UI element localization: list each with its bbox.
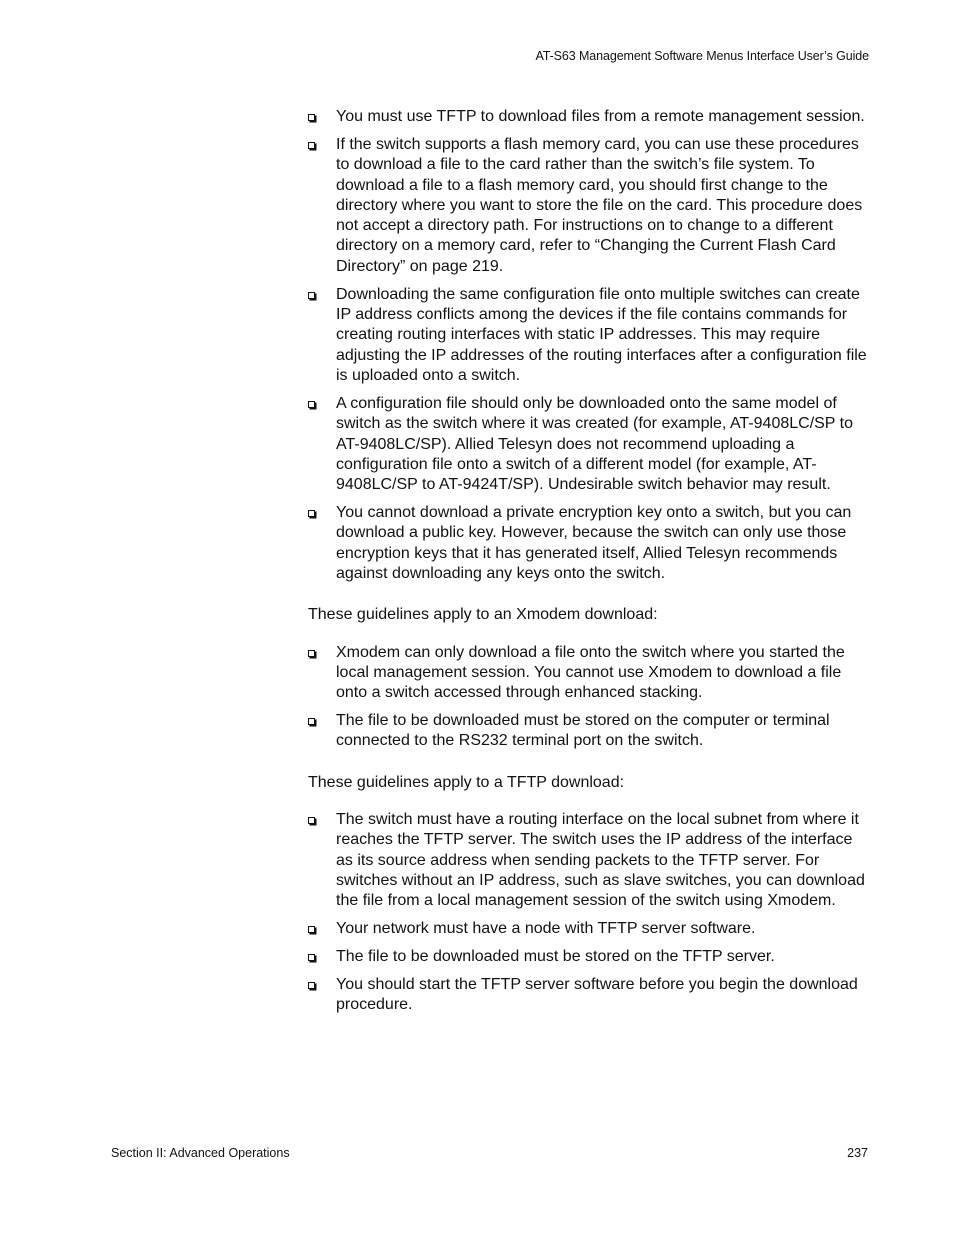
footer-section-label: Section II: Advanced Operations: [111, 1146, 290, 1160]
list-item: [308, 919, 868, 939]
checkbox-bullet-icon: [308, 114, 315, 121]
list-item: [308, 810, 868, 911]
checkbox-bullet-icon: [308, 926, 315, 933]
list-item: [308, 975, 868, 1016]
list-item-text: You must use TFTP to download files from a remote management session.: [336, 108, 865, 125]
list-item: [308, 503, 868, 584]
checkbox-bullet-icon: [308, 292, 315, 299]
list-item-text: Downloading the same configuration file onto multiple switches can create IP address conflicts among the devices if the file contains commands for creating routing interfaces with static IP addresses. This may require adjusting the IP addresses of the routing interfaces after a configuration file is uploaded onto a switch.: [336, 285, 867, 384]
running-header: AT-S63 Management Software Menus Interface User’s Guide: [535, 49, 869, 63]
footer-page-number: 237: [847, 1146, 868, 1160]
list-item-text: The file to be downloaded must be stored on the computer or terminal connected to the RS232 terminal port on the switch.: [336, 712, 830, 750]
list-item-text: Your network must have a node with TFTP server software.: [336, 920, 756, 938]
list-item: [308, 394, 868, 495]
list-item-text: You cannot download a private encryption key onto a switch, but you can download a public key. However, because the switch can only use those encryption keys that it has generated itself, Allied Telesyn recommends against downloading any keys onto the switch.: [336, 504, 852, 582]
list-item-text: If the switch supports a flash memory card, you can use these procedures to download a file to the card rather than the switch’s file system. To download a file to a flash memory card, you should first change to the directory where you want to store the file on the card. This procedure does not accept a directory path. For instructions on to change to a different directory on a memory card, refer to “Changing the Current Flash Card Directory” on page 219.: [336, 135, 863, 275]
general-guidelines-list: [308, 107, 868, 584]
xmodem-guidelines-list: [308, 643, 868, 752]
list-item-text: The switch must have a routing interface on the local subnet from where it reaches the TFTP server. The switch uses the IP address of the interface as its source address when sending packets to the TFTP server. For switches without an IP address, such as slave switches, you can download the file from a local management session of the switch using Xmodem.: [336, 811, 865, 910]
checkbox-bullet-icon: [308, 510, 315, 517]
list-item: [308, 711, 868, 752]
list-item-text: You should start the TFTP server software before you begin the download procedure.: [336, 976, 858, 1014]
checkbox-bullet-icon: [308, 401, 315, 408]
checkbox-bullet-icon: [308, 142, 315, 149]
list-item: [308, 107, 868, 127]
list-item-text: Xmodem can only download a file onto the switch where you started the local management session. You cannot use Xmodem to download a file onto a switch accessed through enhanced stacking.: [336, 643, 845, 702]
xmodem-intro-paragraph: These guidelines apply to an Xmodem download:: [308, 606, 658, 624]
body-content: [308, 107, 868, 1023]
checkbox-bullet-icon: [308, 954, 315, 961]
checkbox-bullet-icon: [308, 718, 315, 725]
list-item: [308, 135, 868, 277]
list-item: [308, 285, 868, 386]
tftp-intro-paragraph: These guidelines apply to a TFTP download:: [308, 773, 625, 791]
checkbox-bullet-icon: [308, 982, 315, 989]
list-item-text: The file to be downloaded must be stored on the TFTP server.: [336, 948, 775, 966]
list-item: [308, 643, 868, 704]
checkbox-bullet-icon: [308, 650, 315, 657]
list-item-text: A configuration file should only be downloaded onto the same model of switch as the switch where it was created (for example, AT-9408LC/SP to AT-9408LC/SP). Allied Telesyn does not recommend uploading a configuration file onto a switch of a different model (for example, AT-9408LC/SP to AT-9424T/SP). Undesirable switch behavior may result.: [336, 394, 853, 494]
list-item: [308, 947, 868, 967]
checkbox-bullet-icon: [308, 817, 315, 824]
tftp-guidelines-list: [308, 810, 868, 1016]
